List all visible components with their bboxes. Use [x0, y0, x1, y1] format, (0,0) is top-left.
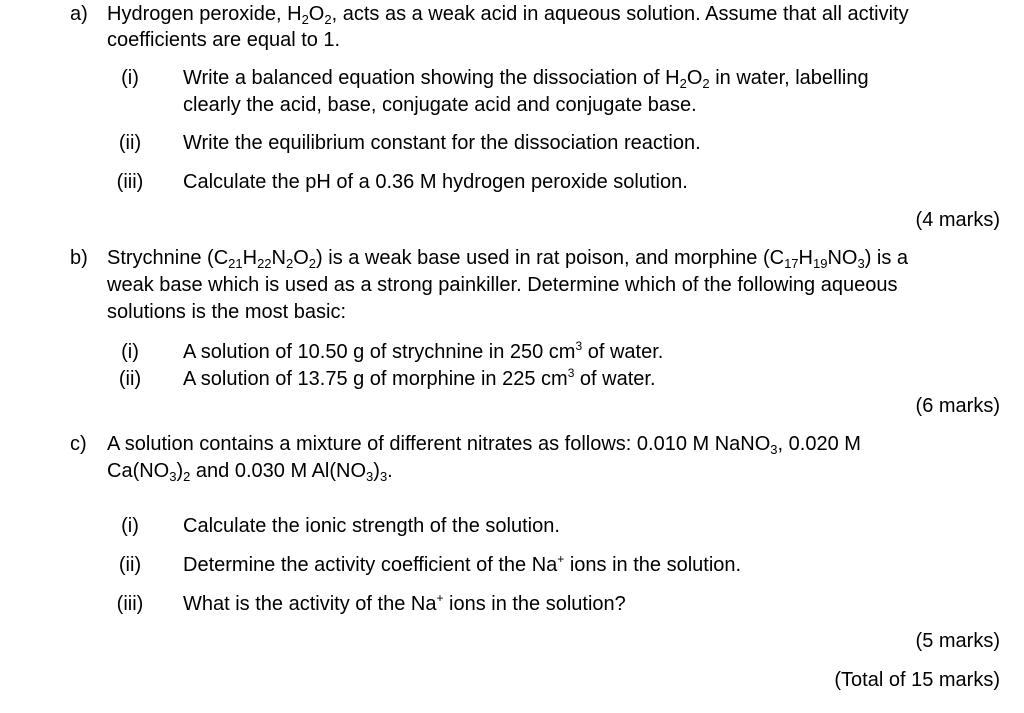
subscript: 2 — [324, 12, 332, 27]
question-b-letter: b) — [70, 247, 88, 269]
question-c-marks: (5 marks) — [915, 630, 1000, 652]
subscript: 2 — [183, 469, 191, 484]
subscript: 3 — [379, 469, 388, 484]
subscript: 2 — [308, 256, 317, 271]
question-a-part-3-line-1: Calculate the pH of a 0.36 M hydrogen peroxide solution. — [183, 171, 688, 193]
subscript: 3 — [857, 256, 865, 271]
question-a-stem-line-1: Hydrogen peroxide, $H_2O_2$, acts as a weak acid in aqueous solution. Assume that all activity — [107, 3, 909, 27]
question-b-stem-line-3: solutions is the most basic: — [107, 301, 346, 323]
question-b-stem-line-2: weak base which is used as a strong painkiller. Determine which of the following aqueous — [107, 274, 898, 296]
question-a-letter: a) — [70, 3, 88, 25]
subscript: 3 — [770, 442, 778, 457]
question-c-part-3-number: (iii) — [116, 593, 144, 615]
question-a-part-1-line-2: clearly the acid, base, conjugate acid and conjugate base. — [183, 94, 697, 116]
question-a-marks: (4 marks) — [915, 209, 1000, 231]
question-c-part-1-line-1: Calculate the ionic strength of the solution. — [183, 515, 560, 537]
subscript: 3 — [169, 469, 177, 484]
subscript: 17 — [784, 256, 799, 271]
question-a-stem-line-2: coefficients are equal to 1. — [107, 29, 341, 51]
subscript: 2 — [679, 76, 687, 91]
question-a-part-2-line-1: Write the equilibrium constant for the dissociation reaction. — [183, 132, 701, 154]
subscript: 2 — [702, 76, 710, 91]
subscript: 22 — [257, 256, 272, 271]
question-a-part-1-line-1: Write a balanced equation showing the dissociation of $H_2O_2$ in water, labelling — [183, 67, 869, 91]
question-b-part-2-line-1: A solution of 13.75 g of morphine in 225 $cm^3$ of water. — [183, 366, 656, 390]
question-b-marks: (6 marks) — [915, 395, 1000, 417]
question-c-part-2-number: (ii) — [118, 554, 142, 576]
superscript: + — [557, 552, 565, 566]
subscript: 19 — [812, 256, 828, 271]
question-b-part-2-number: (ii) — [118, 368, 142, 390]
subscript: 2 — [286, 256, 294, 271]
question-a-part-3-number: (iii) — [116, 171, 144, 193]
question-a-part-2-number: (ii) — [118, 132, 142, 154]
question-c-part-3-line-1: What is the activity of the Na+ ions in the solution? — [183, 591, 626, 615]
question-b-part-1-line-1: A solution of 10.50 g of strychnine in 250 $cm^3$ of water. — [183, 339, 664, 363]
subscript: 3 — [366, 469, 374, 484]
question-c-part-2-line-1: Determine the activity coefficient of the Na+ ions in the solution. — [183, 552, 742, 576]
question-c-stem-line-2: $Ca(NO_3)_2$ and 0.030 M $Al(NO_3)_3$. — [107, 460, 393, 484]
question-c-part-1-number: (i) — [121, 515, 139, 537]
total-marks: (Total of 15 marks) — [834, 669, 1000, 691]
superscript: + — [436, 591, 444, 605]
question-c-letter: c) — [70, 433, 87, 455]
subscript: 2 — [301, 12, 309, 27]
question-b-stem-line-1: Strychnine $(C_{21}H_{22}N_2O_2)$ is a weak base used in rat poison, and morphine $(C_{17}H_{19}NO_3)$ is a — [107, 247, 909, 271]
subscript: 21 — [228, 256, 243, 271]
question-b-part-1-number: (i) — [121, 341, 139, 363]
question-a-part-1-number: (i) — [121, 67, 139, 89]
superscript: 3 — [567, 366, 575, 380]
question-c-stem-line-1: A solution contains a mixture of different nitrates as follows: 0.010 M NaNO$_3$, 0.020 M — [107, 433, 861, 457]
superscript: 3 — [575, 339, 583, 353]
